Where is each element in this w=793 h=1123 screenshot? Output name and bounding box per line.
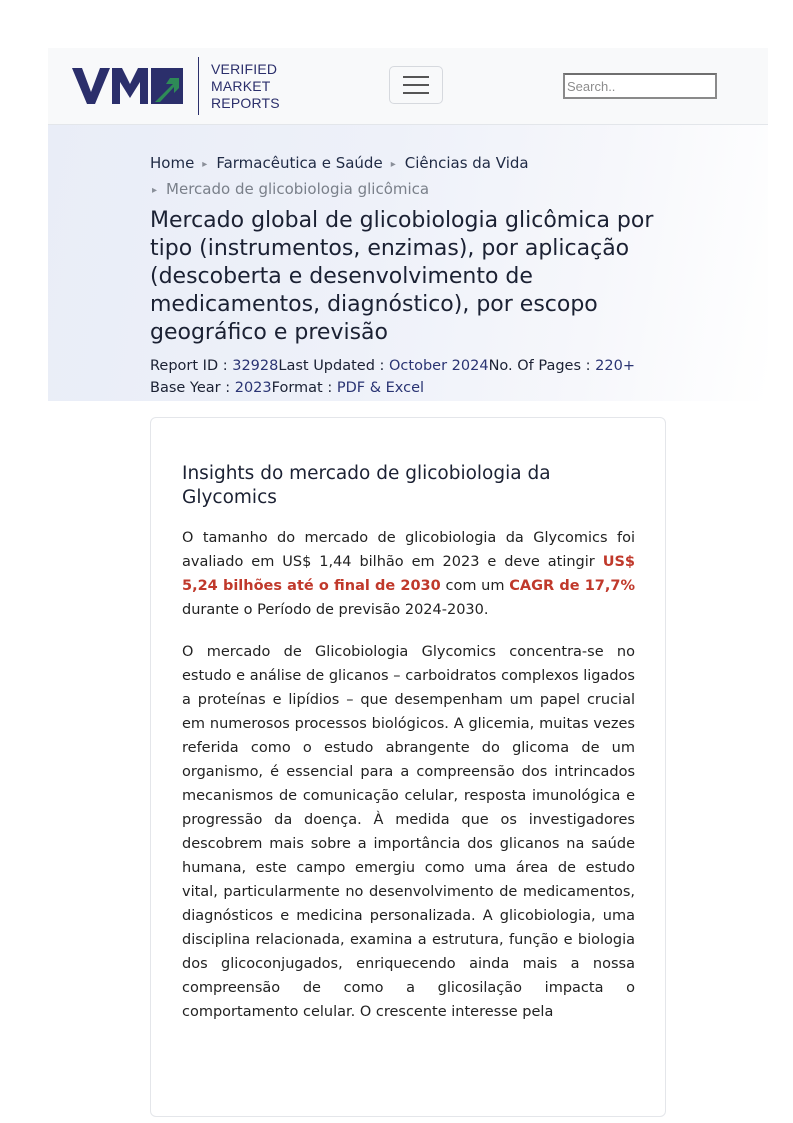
site-header <box>48 48 768 125</box>
page-title: Mercado global de glicobiologia glicômica por tipo (instrumentos, enzimas), por aplicação (descoberta e desenvolvimento de medicamentos, diagnóstico), por escopo geográfico e previsão <box>150 208 654 345</box>
pages-label: No. Of Pages : <box>488 358 596 374</box>
logo[interactable] <box>72 58 280 114</box>
section-title: Insights do mercado de glicobiologia da Glycomics <box>182 463 551 508</box>
base-year-value: 2023 <box>234 380 272 396</box>
logo-divider <box>198 57 199 115</box>
search-input[interactable] <box>563 73 717 99</box>
breadcrumb-home[interactable]: Home <box>150 154 195 172</box>
logo-line-3: REPORTS <box>211 94 280 111</box>
hamburger-icon-bar-3 <box>403 92 429 94</box>
format-value: PDF & Excel <box>336 380 425 396</box>
report-id-value: 32928 <box>232 358 279 374</box>
breadcrumb-pharma[interactable]: Farmacêutica e Saúde <box>216 154 383 172</box>
chevron-right-icon: ▸ <box>202 159 208 170</box>
breadcrumb-life-sciences[interactable]: Ciências da Vida <box>404 154 529 172</box>
logo-line-2: MARKET <box>211 77 271 94</box>
p1-highlight-value: US$ 5,24 bilhões até o final de 2030 <box>182 554 635 594</box>
p1-text-1: O tamanho do mercado de glicobiologia da Glycomics foi avaliado em US$ 1,44 bilhão em 2023 e deve atingir <box>182 530 635 570</box>
updated-label: Last Updated : <box>278 358 390 374</box>
chevron-right-icon: ▸ <box>390 159 396 170</box>
breadcrumb-current: Mercado de glicobiologia glicômica <box>166 180 430 198</box>
meta-row-2 <box>150 377 690 399</box>
logo-line-1: VERIFIED <box>211 60 278 77</box>
meta-row-1 <box>150 355 690 377</box>
menu-toggle-button[interactable] <box>389 66 443 104</box>
updated-value: October 2024 <box>389 358 489 374</box>
pages-value: 220+ <box>595 358 635 374</box>
content-card <box>150 417 666 1117</box>
hero-section <box>48 125 768 401</box>
base-year-label: Base Year : <box>150 380 235 396</box>
report-meta <box>150 355 690 399</box>
content-body <box>182 462 635 1047</box>
p1-text-2: com um <box>440 578 510 594</box>
hamburger-icon-bar-2 <box>403 84 429 86</box>
chevron-right-icon: ▸ <box>152 185 158 196</box>
logo-text <box>211 61 280 112</box>
breadcrumb <box>150 151 670 203</box>
p1-text-3: durante o Período de previsão 2024-2030. <box>182 602 489 618</box>
p1-highlight-cagr: CAGR de 17,7% <box>509 578 635 594</box>
format-label: Format : <box>271 380 337 396</box>
paragraph-market-size <box>182 526 635 622</box>
paragraph-overview: O mercado de Glicobiologia Glycomics concentra-se no estudo e análise de glicanos – carboidratos complexos ligados a proteínas e lipídios – que desempenham um papel crucial em numerosos processos biológicos. A glicemia, muitas vezes referida como o estudo abrangente do glicoma de um organismo, é essencial para a compreensão dos intrincados mecanismos de comunicação celular, resposta imunológica e progressão da doença. À medida que os investigadores descobrem mais sobre a importância dos glicanos na saúde humana, este campo emergiu como uma área de estudo vital, particularmente no desenvolvimento de medicamentos, diagnósticos e medicina personalizada. A glicobiologia, uma disciplina relacionada, examina a estrutura, função e biologia dos glicoconjugados, enriquecendo ainda mais a nossa compreensão de como a glicosilação impacta o comportamento celular. O crescente interesse pela <box>182 644 635 1020</box>
hamburger-icon-bar-1 <box>403 76 429 78</box>
vmr-logo-icon <box>72 66 184 106</box>
report-id-label: Report ID : <box>150 358 233 374</box>
